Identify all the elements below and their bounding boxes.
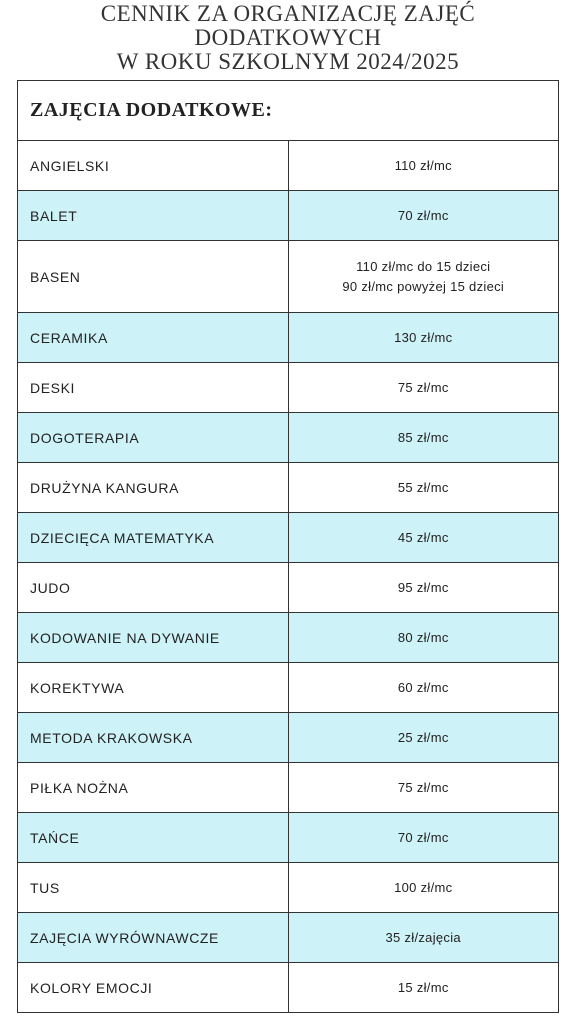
title-line-3: W ROKU SZKOLNYM 2024/2025 xyxy=(116,49,460,74)
activity-price xyxy=(288,413,559,463)
activity-price xyxy=(288,313,559,363)
activity-price xyxy=(288,363,559,413)
activity-name: DRUŻYNA KANGURA xyxy=(18,463,289,513)
activity-name: BASEN xyxy=(18,241,289,313)
table-row xyxy=(18,363,559,413)
price-table xyxy=(17,80,559,1013)
activity-price xyxy=(288,563,559,613)
activity-name: TUS xyxy=(18,863,289,913)
activity-price xyxy=(288,241,559,313)
price-line: 15 zł/mc xyxy=(397,979,449,995)
price-line: 95 zł/mc xyxy=(397,579,449,595)
price-line: 80 zł/mc xyxy=(397,629,449,645)
activity-name: ANGIELSKI xyxy=(18,141,289,191)
price-line: 75 zł/mc xyxy=(397,779,449,795)
price-line: 35 zł/zajęcia xyxy=(385,929,461,945)
activity-name: CERAMIKA xyxy=(18,313,289,363)
price-line: 110 zł/mc xyxy=(394,157,452,173)
activity-name: DESKI xyxy=(18,363,289,413)
table-row xyxy=(18,313,559,363)
activity-name: BALET xyxy=(18,191,289,241)
page-title xyxy=(0,2,576,74)
table-row xyxy=(18,613,559,663)
price-line: 100 zł/mc xyxy=(394,879,453,895)
price-line: 90 zł/mc powyżej 15 dzieci xyxy=(342,278,505,294)
table-row xyxy=(18,413,559,463)
activity-price xyxy=(288,813,559,863)
activity-name: KODOWANIE NA DYWANIE xyxy=(18,613,289,663)
price-line: 130 zł/mc xyxy=(394,329,453,345)
table-row xyxy=(18,763,559,813)
price-line: 60 zł/mc xyxy=(397,679,449,695)
price-line: 85 zł/mc xyxy=(397,429,449,445)
title-line-2: DODATKOWYCH xyxy=(194,25,382,50)
activity-price xyxy=(288,463,559,513)
table-row xyxy=(18,141,559,191)
table-header-row xyxy=(18,81,559,141)
price-line: 25 zł/mc xyxy=(397,729,449,745)
activity-price xyxy=(288,763,559,813)
table-row xyxy=(18,241,559,313)
table-row xyxy=(18,713,559,763)
activity-name: METODA KRAKOWSKA xyxy=(18,713,289,763)
price-line: 75 zł/mc xyxy=(397,379,449,395)
price-line: 110 zł/mc do 15 dzieci xyxy=(356,258,491,274)
activity-name: TAŃCE xyxy=(18,813,289,863)
table-row xyxy=(18,563,559,613)
activity-name: KOREKTYWA xyxy=(18,663,289,713)
activity-price xyxy=(288,663,559,713)
table-row xyxy=(18,913,559,963)
activity-price xyxy=(288,863,559,913)
price-line: 70 zł/mc xyxy=(397,207,449,223)
price-line: 45 zł/mc xyxy=(397,529,449,545)
table-header: ZAJĘCIA DODATKOWE: xyxy=(18,81,559,141)
activity-price xyxy=(288,613,559,663)
activity-price xyxy=(288,963,559,1013)
activity-price xyxy=(288,141,559,191)
activity-price xyxy=(288,513,559,563)
activity-price xyxy=(288,913,559,963)
title-line-1: CENNIK ZA ORGANIZACJĘ ZAJĘĆ xyxy=(100,1,476,26)
table-row xyxy=(18,813,559,863)
activity-name: DOGOTERAPIA xyxy=(18,413,289,463)
table-row xyxy=(18,191,559,241)
activity-price xyxy=(288,713,559,763)
table-row xyxy=(18,513,559,563)
activity-name: JUDO xyxy=(18,563,289,613)
table-row xyxy=(18,863,559,913)
activity-name: DZIECIĘCA MATEMATYKA xyxy=(18,513,289,563)
activity-name: PIŁKA NOŻNA xyxy=(18,763,289,813)
price-line: 55 zł/mc xyxy=(397,479,449,495)
table-row xyxy=(18,663,559,713)
activity-price xyxy=(288,191,559,241)
activity-name: ZAJĘCIA WYRÓWNAWCZE xyxy=(18,913,289,963)
table-row xyxy=(18,963,559,1013)
table-row xyxy=(18,463,559,513)
price-line: 70 zł/mc xyxy=(397,829,449,845)
activity-name: KOLORY EMOCJI xyxy=(18,963,289,1013)
